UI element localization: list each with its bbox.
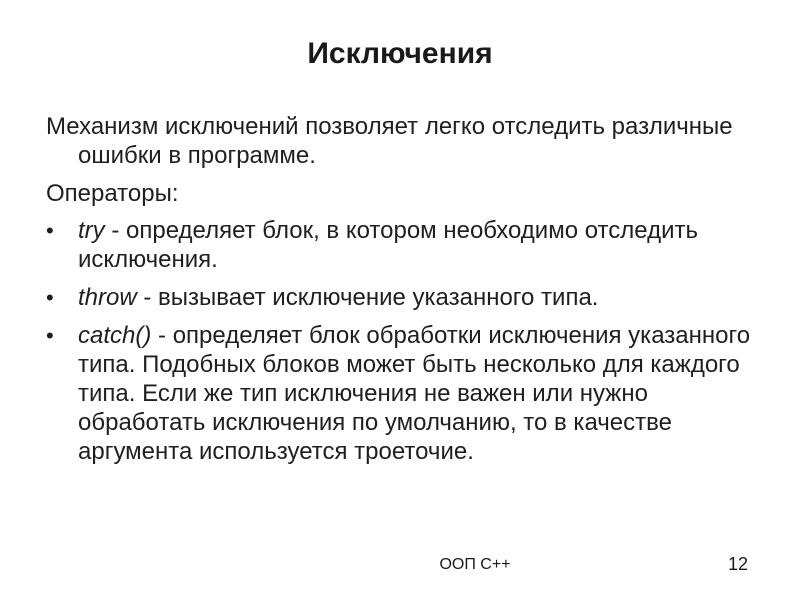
bullet-catch [46,321,766,466]
term-try: try [78,217,105,244]
bullet-marker: • [46,323,54,348]
bullet-try-text: - определяет блок, в котором необходимо отследить исключения. [78,217,698,273]
slide-title: Исключения [307,37,493,70]
term-throw: throw [78,284,137,311]
term-catch: catch() [78,322,152,349]
footer-course-label: ООП C++ [439,556,511,573]
intro-paragraph: Механизм исключений позволяет легко отследить различные ошибки в программе. [46,113,733,169]
bullet-try [46,216,766,274]
operators-heading: Операторы: [46,180,179,207]
bullet-catch-text: - определяет блок обработки исключения указанного типа. Подобных блоков может быть несколько для каждого типа. Если же тип исключения не важен или нужно обработать исключения по умолчанию, то в качестве аргумента используется троеточие. [78,322,751,465]
bullet-marker: • [46,285,54,310]
bullet-throw-text: - вызывает исключение указанного типа. [136,284,599,311]
slide-content [46,112,766,475]
page-number: 12 [728,554,749,574]
bullet-throw [46,283,766,312]
bullet-marker: • [46,218,54,243]
